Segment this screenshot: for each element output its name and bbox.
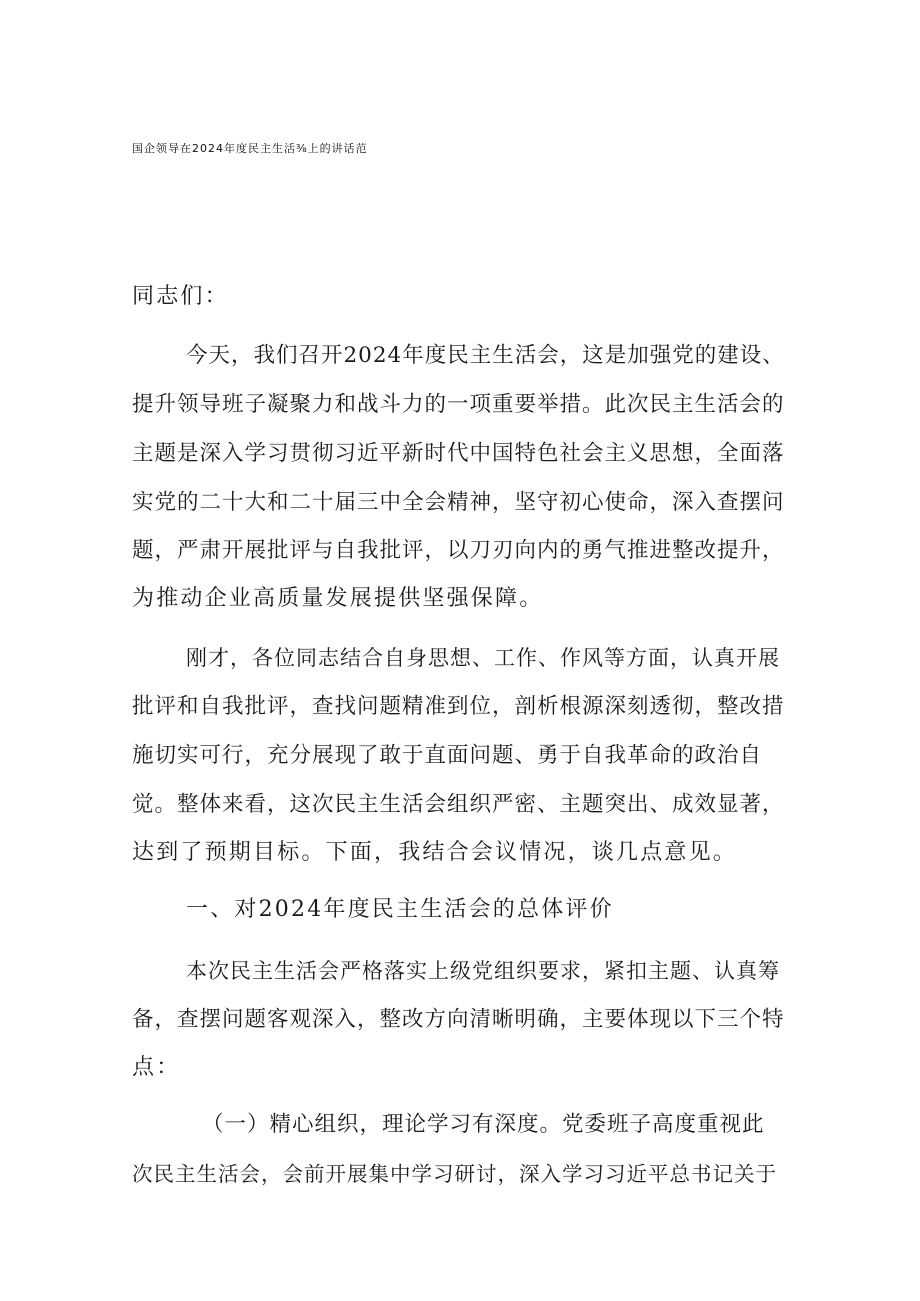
paragraph-line: 达到了预期目标。下面，我结合会议情况，谈几点意见。 <box>132 840 738 865</box>
paragraph-line: 为推动企业高质量发展提供坚强保障。 <box>132 586 544 611</box>
paragraph-line: 备，查摆问题客观深入，整改方向清晰明确，主要体现以下三个特 <box>132 1007 785 1032</box>
paragraph-line: 题，严肃开展批评与自我批评，以刀刃向内的勇气推进整改提升， <box>132 538 785 563</box>
paragraph-line: 批评和自我批评，查找问题精准到位，剖析根源深刻透彻，整改措 <box>132 694 785 719</box>
paragraph-line: 刚才，各位同志结合自身思想、工作、作风等方面，认真开展 <box>186 646 780 670</box>
paragraph-line: 今天，我们召开2024年度民主生活会，这是加强党的建设、 <box>186 343 785 368</box>
paragraph-line: 施切实可行，充分展现了敢于直面问题、勇于自我革命的政治自 <box>132 743 763 768</box>
paragraph-line: 觉。整体来看，这次民主生活会组织严密、主题突出、成效显著， <box>132 792 785 817</box>
subsection-line: （一）精心组织，理论学习有深度。党委班子高度重视此 <box>202 1112 765 1137</box>
paragraph-line: 主题是深入学习贯彻习近平新时代中国特色社会主义思想，全面落 <box>132 441 785 466</box>
paragraph-line: 次民主生活会，会前开展集中学习研讨，深入学习习近平总书记关于 <box>132 1162 777 1186</box>
salutation: 同志们： <box>132 284 229 309</box>
paragraph-line: 点： <box>132 1055 181 1080</box>
paragraph-line: 实党的二十大和二十届三中全会精神，坚守初心使命，深入查摆问 <box>132 490 785 515</box>
paragraph-line: 提升领导班子凝聚力和战斗力的一项重要举措。此次民主生活会的 <box>132 392 785 417</box>
paragraph-line: 本次民主生活会严格落实上级党组织要求，紧扣主题、认真筹 <box>186 959 780 983</box>
section-heading: 一、对2024年度民主生活会的总体评价 <box>186 897 614 922</box>
document-title: 国企领导在2024年度民主生活⅜上的讲话范 <box>132 142 368 155</box>
